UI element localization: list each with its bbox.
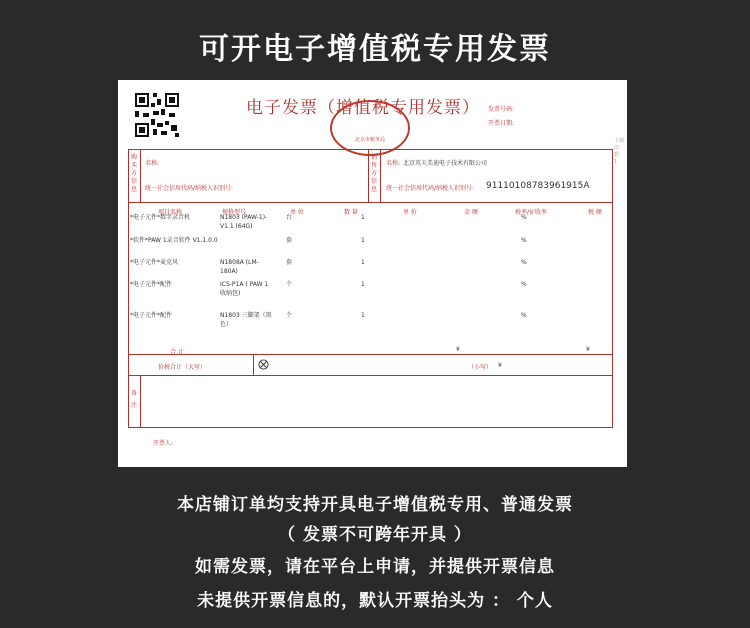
caption-line-2: （ 发票不可跨年开具 ） <box>278 525 472 545</box>
item-rate: % <box>521 281 527 288</box>
buyer-tax-id-label: 统一社会信用代码/纳税人识别号: <box>145 185 234 192</box>
col-unit: 单 位 <box>290 209 304 216</box>
item-name: *软件*PAW 1录音软件 V1.1.0.0 <box>130 237 218 244</box>
remarks-divider <box>140 375 141 428</box>
col-qty: 数 量 <box>344 209 358 216</box>
grand-total-line <box>128 375 613 376</box>
item-rate: % <box>521 259 527 266</box>
item-unit: 套 <box>286 237 293 244</box>
buyer-name-label: 名称: <box>145 160 160 167</box>
col-tax-amount: 税 额 <box>588 209 602 216</box>
seller-name-value: 北京英夫美迪电子技术有限公司 <box>403 160 488 167</box>
invoice-image <box>118 80 627 467</box>
item-spec: N1803 (PAW-1)-V1.1 (64G) <box>220 214 268 230</box>
qr-code-icon <box>133 91 181 139</box>
cross-circle-icon <box>258 359 269 370</box>
seller-tax-id-label: 统一社会信用代码/纳税人识别号: <box>386 185 475 192</box>
seller-section-label: 销售方信息 <box>371 154 378 193</box>
total-amount-symbol: ¥ <box>456 346 460 353</box>
grand-total-label: 价税合计（大写） <box>158 364 207 371</box>
item-qty: 1 <box>361 237 365 244</box>
item-name: *电子元件*麦克风 <box>130 259 179 266</box>
seller-label-divider <box>380 149 381 203</box>
seller-tax-id-value: 91110108783961915A <box>486 181 590 191</box>
col-amount: 金 额 <box>464 209 478 216</box>
item-qty: 1 <box>361 312 365 319</box>
issuer-label: 开票人: <box>153 440 174 447</box>
buyer-seller-divider <box>368 149 369 203</box>
grand-total-small-label: （小写） <box>468 364 493 371</box>
item-unit: 个 <box>286 281 293 288</box>
item-qty: 1 <box>361 259 365 266</box>
side-note: 下载次数：1 <box>614 138 625 165</box>
buyer-section-label: 购买方信息 <box>131 154 138 193</box>
grand-total-small-symbol: ¥ <box>498 362 502 369</box>
items-bottom-line <box>128 354 613 355</box>
remarks-label: 备注 <box>131 390 138 409</box>
seal-text: 北京市税务局 <box>354 137 385 143</box>
frame-right <box>612 149 613 428</box>
item-rate: % <box>521 214 527 221</box>
item-name: *电子元件*配件 <box>130 281 173 288</box>
item-spec: N1808A (LM-180A) <box>220 259 259 275</box>
caption-line-1: 本店铺订单均支持开具电子增值税专用、普通发票 <box>177 495 573 515</box>
item-spec: N1803 三脚架（黑色） <box>220 312 272 328</box>
buyer-label-divider <box>140 149 141 203</box>
item-unit: 个 <box>286 312 293 319</box>
caption-line-3: 如需发票，请在平台上申请，并提供开票信息 <box>195 557 555 577</box>
invoice-number-label: 发票号码: <box>488 106 515 113</box>
col-tax-rate: 税率/征收率 <box>515 209 548 216</box>
item-rate: % <box>521 312 527 319</box>
item-spec: ICS-P1A ( PAW 1收纳包) <box>220 281 269 297</box>
item-rate: % <box>521 237 527 244</box>
tax-seal-stamp <box>330 100 410 156</box>
total-tax-symbol: ¥ <box>586 346 590 353</box>
col-spec: 规格型号 <box>222 209 247 216</box>
item-unit: 台 <box>286 214 293 221</box>
item-qty: 1 <box>361 214 365 221</box>
frame-bottom <box>128 427 613 428</box>
grand-total-divider <box>253 354 254 375</box>
item-name: *电子元件*数字录音机 <box>130 214 191 221</box>
seller-name-label: 名称: <box>386 160 401 167</box>
frame-left <box>128 149 129 428</box>
col-unit-price: 单 价 <box>403 209 417 216</box>
col-item-name: 项目名称 <box>158 209 183 216</box>
buyer-bottom-line <box>128 202 613 203</box>
caption-line-4: 未提供开票信息的，默认开票抬头为 ： 个人 <box>197 591 553 611</box>
frame-top <box>128 149 613 150</box>
item-unit: 套 <box>286 259 293 266</box>
item-name: *电子元件*配件 <box>130 312 173 319</box>
banner-title: 可开电子增值税专用发票 <box>199 32 551 67</box>
issue-date-label: 开票日期: <box>488 120 515 127</box>
total-label: 合 计 <box>170 349 184 356</box>
item-qty: 1 <box>361 281 365 288</box>
invoice-title: 电子发票（增值税专用发票） <box>246 98 480 118</box>
